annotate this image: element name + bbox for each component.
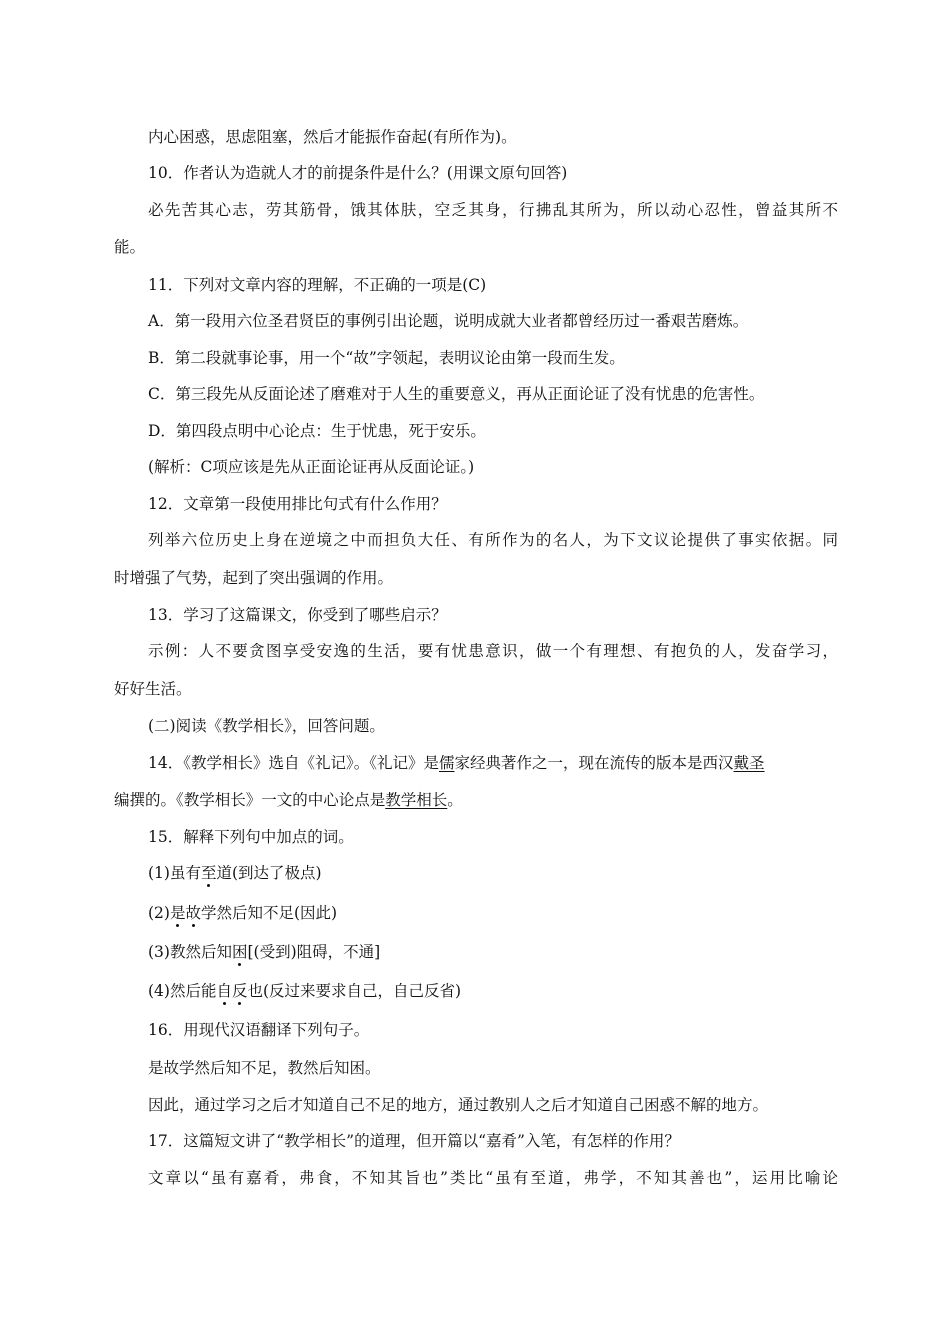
q14-text-c: 编撰的。《教学相长》一文的中心论点是 — [114, 791, 386, 809]
item-text: (1)虽有 — [148, 864, 201, 882]
answer-17-line-1: 文章以“虽有嘉肴，弗食，不知其旨也”类比“虽有至道，弗学，不知其善也”，运用比喻论 — [148, 1169, 838, 1187]
dotted-word: 是 — [169, 904, 186, 922]
answer-12-line-2: 时增强了气势，起到了突出强调的作用。 — [114, 569, 394, 587]
q14-text-b: 家经典著作之一，现在流传的版本是西汉 — [454, 754, 734, 772]
item-text: 道(到达了极点) — [216, 864, 322, 882]
item-15-2 — [148, 903, 337, 923]
answer-13-line-1: 示例：人不要贪图享受安逸的生活，要有忧患意识，做一个有理想、有抱负的人，发奋学习， — [148, 642, 838, 660]
q14-text-d: 。 — [447, 791, 463, 809]
item-text: 也(反过来要求自己，自己反省) — [247, 982, 462, 1000]
question-14-line-2 — [114, 790, 463, 810]
blank-answer-school: 儒 — [438, 754, 455, 772]
question-17: 17．这篇短文讲了“教学相长”的道理，但开篇以“嘉肴”入笔，有怎样的作用？ — [148, 1132, 680, 1150]
answer-line: 内心困惑，思虑阻塞，然后才能振作奋起(有所作为)。 — [148, 128, 517, 146]
question-14-line-1 — [148, 753, 765, 773]
item-text: (2) — [148, 904, 170, 922]
item-text: (4)然后能 — [148, 982, 217, 1000]
sentence-16: 是故学然后知不足，教然后知困。 — [148, 1059, 381, 1077]
answer-10-line-2: 能。 — [114, 238, 146, 256]
section-heading-2: (二)阅读《教学相长》，回答问题。 — [148, 717, 385, 735]
item-text: 学然后知不足(因此) — [201, 904, 338, 922]
option-c: C．第三段先从反面论述了磨难对于人生的重要意义，再从正面论证了没有忧患的危害性。 — [148, 385, 765, 403]
question-16: 16．用现代汉语翻译下列句子。 — [148, 1021, 370, 1039]
answer-16: 因此，通过学习之后才知道自己不足的地方，通过教别人之后才知道自己困惑不解的地方。 — [148, 1096, 769, 1114]
analysis-11: (解析：C项应该是先从正面论证再从反面论证。) — [148, 458, 475, 476]
option-b: B．第二段就事论事，用一个“故”字领起，表明议论由第一段而生发。 — [148, 349, 625, 367]
dotted-word: 困 — [231, 943, 248, 961]
dotted-word: 反 — [231, 982, 248, 1000]
question-15: 15．解释下列句中加点的词。 — [148, 828, 354, 846]
blank-answer-author: 戴圣 — [733, 754, 765, 772]
dotted-word: 自 — [216, 982, 232, 1000]
blank-answer-thesis: 教学相长 — [385, 791, 448, 809]
item-text: [(受到)阻碍，不通] — [247, 943, 381, 961]
q14-text-a: 14．《教学相长》选自《礼记》。《礼记》是 — [148, 754, 439, 772]
dotted-word: 故 — [185, 904, 201, 922]
item-15-3 — [148, 942, 380, 962]
question-11: 11．下列对文章内容的理解，不正确的一项是(C) — [148, 276, 487, 294]
item-15-4 — [148, 981, 461, 1001]
option-d: D．第四段点明中心论点：生于忧患，死于安乐。 — [148, 422, 486, 440]
item-text: (3)教然后知 — [148, 943, 232, 961]
answer-12-line-1: 列举六位历史上身在逆境之中而担负大任、有所作为的名人，为下文议论提供了事实依据。同 — [148, 531, 838, 549]
option-a: A．第一段用六位圣君贤臣的事例引出论题，说明成就大业者都曾经历过一番艰苦磨炼。 — [148, 312, 749, 330]
dotted-word: 至 — [200, 864, 217, 882]
question-12: 12．文章第一段使用排比句式有什么作用？ — [148, 495, 447, 513]
question-13: 13．学习了这篇课文，你受到了哪些启示？ — [148, 606, 447, 624]
question-10: 10．作者认为造就人才的前提条件是什么？(用课文原句回答) — [148, 164, 568, 182]
item-15-1 — [148, 863, 322, 883]
answer-13-line-2: 好好生活。 — [114, 680, 192, 698]
answer-10-line-1: 必先苦其心志，劳其筋骨，饿其体肤，空乏其身，行拂乱其所为，所以动心忍性，曾益其所不 — [148, 201, 838, 219]
